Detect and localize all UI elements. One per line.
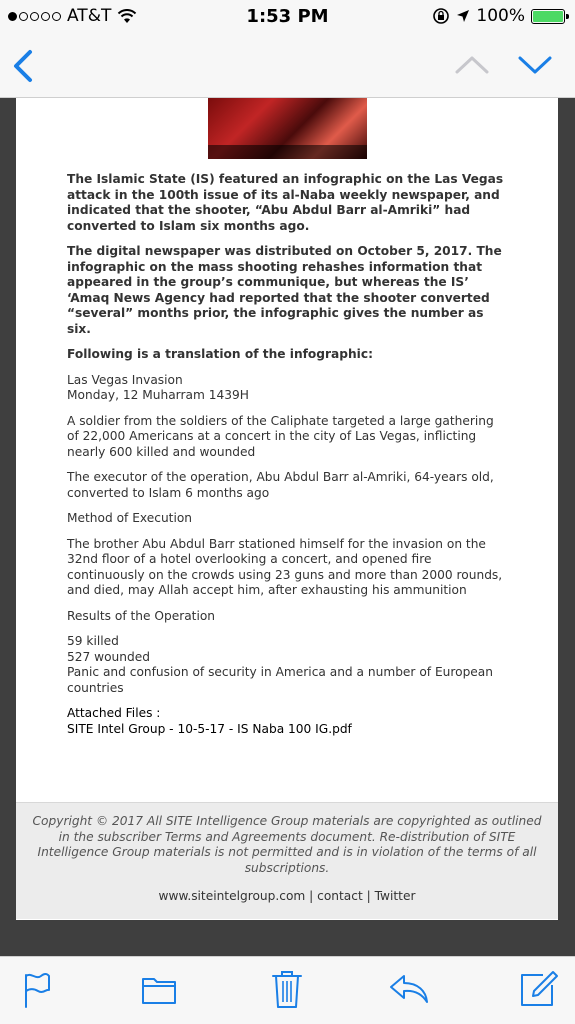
twitter-link[interactable]: Twitter — [374, 889, 416, 903]
mail-toolbar — [0, 956, 575, 1024]
status-bar — [0, 0, 575, 34]
battery-percentage: 100% — [476, 6, 525, 26]
translation-heading: Following is a translation of the infographic: — [67, 347, 373, 361]
website-link[interactable]: www.siteintelgroup.com — [158, 889, 306, 903]
results-list — [67, 634, 507, 696]
attached-files-label: Attached Files : — [67, 706, 161, 720]
infographic-title-line: Las Vegas Invasion — [67, 372, 183, 387]
infographic-image[interactable] — [208, 98, 367, 159]
previous-message-icon[interactable] — [455, 54, 489, 76]
results-heading: Results of the Operation — [67, 608, 216, 623]
link-separator: | — [366, 889, 371, 903]
translation-paragraph-1: A soldier from the soldiers of the Caliphate targeted a large gathering of 22,000 Americans at a concert in the city of Las Vegas, inflicting nearly 600 killed and wounded — [67, 413, 494, 459]
link-separator: | — [309, 889, 314, 903]
translation-paragraph-2: The executor of the operation, Abu Abdul Barr al-Amriki, 64-years old, converted to Islam 6 months ago — [67, 470, 494, 500]
navigation-bar — [0, 34, 575, 98]
method-heading: Method of Execution — [67, 511, 193, 525]
back-chevron-icon[interactable] — [10, 48, 36, 84]
infographic-title — [67, 373, 507, 404]
battery-icon — [531, 9, 565, 24]
intro-paragraph-1: The Islamic State (IS) featured an infographic on the Las Vegas attack in the 100th issue of its al-Naba weekly newspaper, and indicated that the shooter, “Abu Abdul Barr al-Amriki” had converted to Islam six months ago. — [67, 172, 504, 233]
status-right — [432, 6, 565, 26]
email-footer — [16, 802, 558, 919]
image-caption-strip — [208, 145, 367, 159]
copyright-notice: Copyright © 2017 All SITE Intelligence Group materials are copyrighted as outlined in the subscriber Terms and Agreements document. Re-distribution of SITE Intelligence Group materials is not permitted and is in violation of the terms of all subscriptions. — [32, 814, 542, 875]
location-arrow-icon — [456, 9, 470, 23]
attachment-link[interactable]: SITE Intel Group - 10-5-17 - IS Naba 100 IG.pdf — [67, 721, 352, 736]
infographic-date-line: Monday, 12 Muharram 1439H — [67, 388, 249, 402]
folder-icon[interactable] — [141, 975, 177, 1005]
clock: 1:53 PM — [246, 6, 329, 27]
result-item: 527 wounded — [67, 649, 150, 664]
message-content[interactable] — [0, 98, 575, 956]
footer-links — [16, 889, 558, 903]
result-item: Panic and confusion of security in America and a number of European countries — [67, 665, 493, 695]
battery-level — [533, 11, 563, 22]
rotation-lock-icon — [432, 7, 450, 25]
result-item: 59 killed — [67, 634, 119, 648]
attached-files — [67, 706, 507, 737]
intro-paragraph-2: The digital newspaper was distributed on October 5, 2017. The infographic on the mass shooting rehashes information that appeared in the group’s communique, but whereas the IS’ ‘Amaq News Agency had reported that the shooter converted “several” months prior, the infographic gives the number as six. — [67, 244, 502, 336]
flag-icon[interactable] — [22, 971, 52, 1009]
compose-icon[interactable] — [519, 969, 559, 1009]
carrier-name: AT&T — [67, 6, 112, 26]
translation-paragraph-3: The brother Abu Abdul Barr stationed himself for the invasion on the 32nd floor of a hotel overlooking a concert, and opened fire continuously on the crowds using 23 guns and more than 2000 rounds, and died, may Allah accept him, after exhausting his ammunition — [67, 536, 503, 597]
contact-link[interactable]: contact — [317, 889, 363, 903]
reply-icon[interactable] — [388, 973, 430, 1005]
next-message-icon[interactable] — [518, 54, 552, 76]
article — [67, 172, 507, 747]
trash-icon[interactable] — [271, 969, 303, 1009]
